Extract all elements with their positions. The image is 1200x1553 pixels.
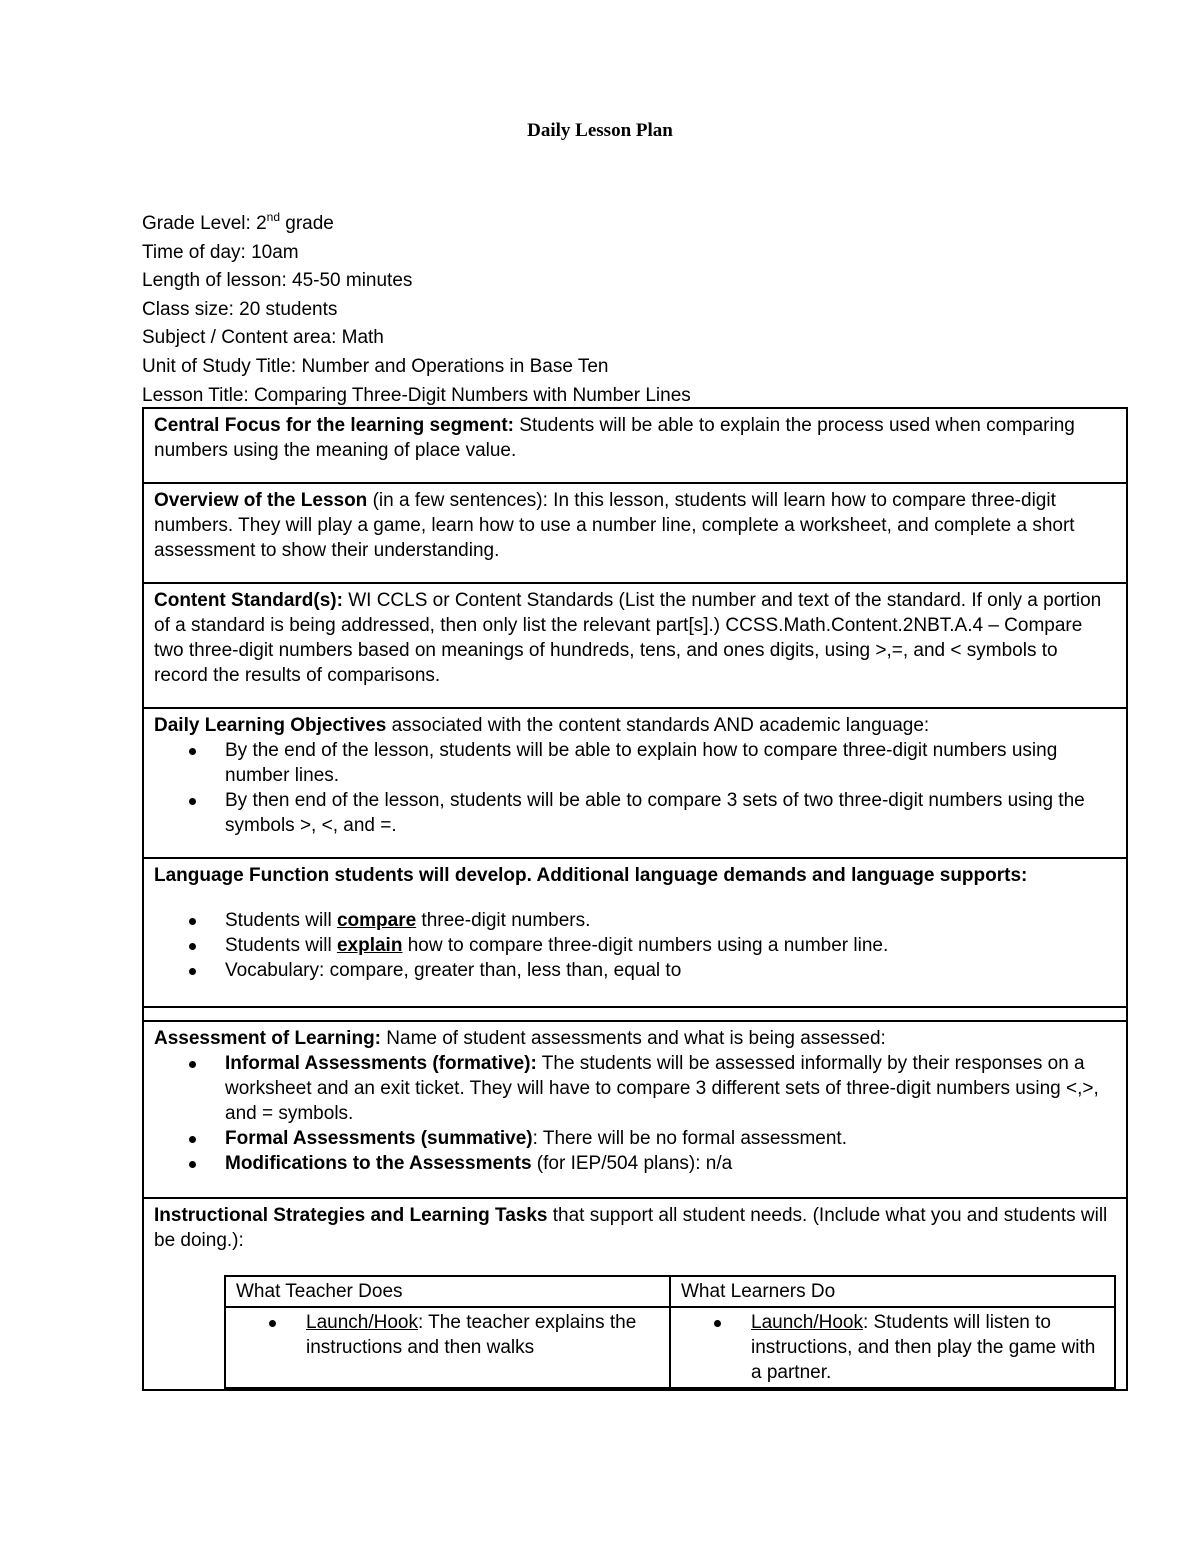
lesson-plan-table xyxy=(142,407,1128,1391)
learner-cell xyxy=(670,1307,1115,1388)
page-title: Daily Lesson Plan xyxy=(527,120,673,141)
central-focus-cell: Central Focus for the learning segment: Students will be able to explain the process used when comparing numbers using the meaning of place value. xyxy=(143,408,1127,483)
time-of-day: Time of day: 10am xyxy=(142,241,299,263)
list-item: Vocabulary: compare, greater than, less than, equal to xyxy=(154,958,1116,983)
list-item: Launch/Hook: The teacher explains the instructions and then walks xyxy=(236,1310,659,1360)
list-item: Formal Assessments (summative): There will be no formal assessment. xyxy=(154,1126,1116,1151)
col-header-learners: What Learners Do xyxy=(670,1276,1115,1307)
overview-cell: Overview of the Lesson (in a few sentences): In this lesson, students will learn how to compare three-digit numbers. They will play a game, learn how to use a number line, complete a worksheet, and complete a short assessment to show their understanding. xyxy=(143,483,1127,583)
language-cell: Language Function students will develop. Additional language demands and language supports: Students will compare three-digit numbers. Students will explain how to compare three-digit numbers using a number line. Vocabulary: compare, greater than, less than, equal to xyxy=(143,858,1127,1007)
list-item: By then end of the lesson, students will be able to compare 3 sets of two three-digit numbers using the symbols >, <, and =. xyxy=(154,788,1116,838)
empty-row xyxy=(143,1007,1127,1021)
objectives-list xyxy=(154,738,1116,838)
instruction-table xyxy=(224,1275,1116,1389)
lesson-length: Length of lesson: 45-50 minutes xyxy=(142,270,413,292)
list-item: By the end of the lesson, students will be able to explain how to compare three-digit numbers using number lines. xyxy=(154,738,1116,788)
grade-level: Grade Level: 2nd grade xyxy=(142,209,334,234)
content-standards-cell: Content Standard(s): WI CCLS or Content Standards (List the number and text of the standard. If only a portion of a standard is being addressed, then only list the relevant part[s].) CCSS.Math.Content.2NBT.A.4 – Compare two three-digit numbers based on meanings of hundreds, tens, and ones digits, using >,=, and < symbols to record the results of comparisons. xyxy=(143,583,1127,708)
list-item: Students will compare three-digit numbers. xyxy=(154,908,1116,933)
class-size: Class size: 20 students xyxy=(142,298,338,320)
list-item: Students will explain how to compare three-digit numbers using a number line. xyxy=(154,933,1116,958)
list-item: Launch/Hook: Students will listen to instructions, and then play the game with a partner. xyxy=(681,1310,1104,1385)
language-list xyxy=(154,908,1116,983)
objectives-cell: Daily Learning Objectives associated with the content standards AND academic language: By the end of the lesson, students will be able to explain how to compare three-digit numbers using number lines. By then end of the lesson, students will be able to compare 3 sets of two three-digit numbers using the symbols >, <, and =. xyxy=(143,708,1127,858)
assessment-list xyxy=(154,1051,1116,1176)
lesson-metadata xyxy=(142,210,691,410)
instruction-cell: Instructional Strategies and Learning Tasks that support all student needs. (Include what you and students will be doing.): What Teacher Does What Learners Do Launch/Hook: The teacher explains the instructions and then walks Launch/Hook: Students will listen to instructions, and then play the game with a partner. xyxy=(143,1198,1127,1390)
list-item: Modifications to the Assessments (for IEP/504 plans): n/a xyxy=(154,1151,1116,1176)
subject: Subject / Content area: Math xyxy=(142,327,384,349)
assessment-cell: Assessment of Learning: Name of student assessments and what is being assessed: Informal Assessments (formative): The students will be assessed informally by their responses on a worksheet and an exit ticket. They will have to compare 3 different sets of three-digit numbers using <,>, and = symbols. Formal Assessments (summative): There will be no formal assessment. Modifications to the Assessments (for IEP/504 plans): n/a xyxy=(143,1021,1127,1198)
lesson-title: Lesson Title: Comparing Three-Digit Numbers with Number Lines xyxy=(142,384,691,406)
unit-title: Unit of Study Title: Number and Operations in Base Ten xyxy=(142,355,609,377)
list-item: Informal Assessments (formative): The students will be assessed informally by their responses on a worksheet and an exit ticket. They will have to compare 3 different sets of three-digit numbers using <,>, and = symbols. xyxy=(154,1051,1116,1126)
col-header-teacher: What Teacher Does xyxy=(225,1276,670,1307)
teacher-cell xyxy=(225,1307,670,1388)
